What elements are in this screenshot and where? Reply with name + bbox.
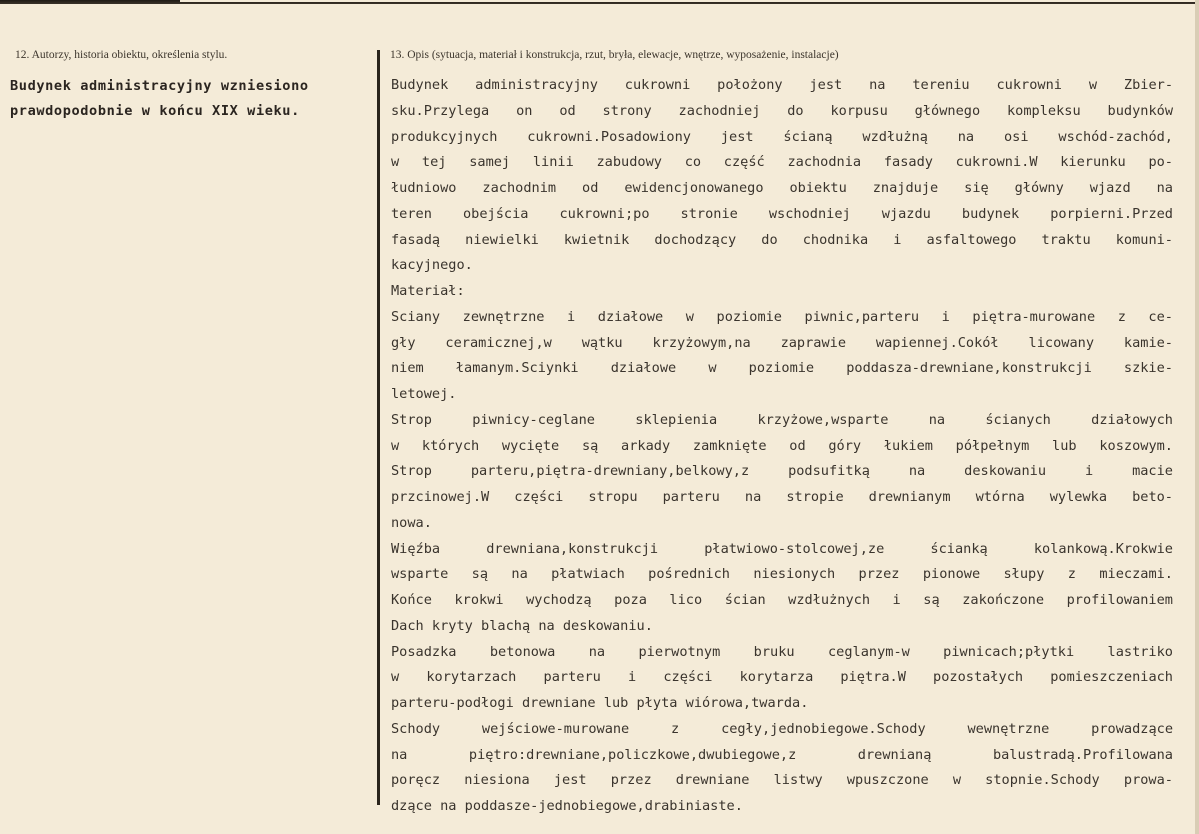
section-12-body	[10, 74, 365, 124]
description-line: Końce krokwi wychodzą poza lico ścian wzdłużnych i są zakończone profilowaniem	[391, 592, 1173, 608]
description-line: Sciany zewnętrzne i działowe w poziomie piwnic,parteru i piętra-murowane z ce-	[391, 308, 1173, 325]
description-line: letowej.	[391, 386, 457, 402]
description-line: kacyjnego.	[391, 257, 473, 274]
description-line: sku.Przylega on od strony zachodniej do korpusu głównego kompleksu budynków	[391, 102, 1173, 119]
description-line: łudniowo zachodnim od ewidencjonowanego obiektu znajduje się główny wjazd na	[391, 180, 1173, 196]
section-12-header: 12. Autorzy, historia obiektu, określenia stylu.	[15, 49, 228, 61]
description-line: w korytarzach parteru i części korytarza piętra.W pozostałych pomieszczeniach	[391, 669, 1173, 686]
description-line: w których wycięte są arkady zamknięte od góry łukiem półpełnym lub koszowym.	[391, 437, 1173, 454]
section-13-header: 13. Opis (sytuacja, materiał i konstrukcja, rzut, bryła, elewacje, wnętrze, wyposażenie, instalacje)	[390, 49, 839, 61]
description-line: poręcz niesiona jest przez drewniane listwy wpuszczone w stopnie.Schody prowa-	[391, 772, 1173, 789]
description-line: wsparte są na płatwiach pośrednich niesionych przez pionowe słupy z mieczami.	[391, 566, 1173, 583]
description-line: Strop piwnicy-ceglane sklepienia krzyżowe,wsparte na ścianych działowych	[391, 411, 1173, 428]
description-line: Budynek administracyjny cukrowni położony jest na tereniu cukrowni w Zbier-	[391, 77, 1173, 93]
description-line: produkcyjnych cukrowni.Posadowiony jest ścianą wzdłużną na osi wschód-zachód,	[391, 128, 1173, 145]
column-divider	[377, 50, 380, 805]
description-line: teren obejścia cukrowni;po stronie wschodniej wjazdu budynek porpierni.Przed	[391, 205, 1173, 222]
description-line: niem łamanym.Sciynki działowe w poziomie poddasza-drewniane,konstrukcji szkie-	[391, 360, 1173, 377]
description-line: Więźba drewniana,konstrukcji płatwiowo-stolcowej,ze ścianką kolankową.Krokwie	[391, 540, 1173, 557]
description-line: Strop parteru,piętra-drewniany,belkowy,z podsufitką na deskowaniu i macie	[391, 463, 1173, 480]
section-12-line: Budynek administracyjny wzniesiono	[10, 78, 309, 94]
description-line: parteru-podłogi drewniane lub płyta wiórowa,twarda.	[391, 695, 809, 711]
description-line: przcinowej.W części stropu parteru na stropie drewnianym wtórna wylewka beto-	[391, 489, 1173, 505]
description-line: dzące na poddasze-jednobiegowe,drabiniaste.	[391, 798, 743, 814]
section-12-line: prawdopodobnie w końcu XIX wieku.	[10, 103, 300, 119]
description-line: gły ceramicznej,w wątku krzyżowym,na zaprawie wapiennej.Cokół licowany kamie-	[391, 334, 1173, 351]
description-line: Posadzka betonowa na pierwotnym bruku ceglanym-w piwnicach;płytki lastriko	[391, 643, 1173, 660]
top-border-gap	[180, 0, 1199, 2]
description-line: Dach kryty blachą na deskowaniu.	[391, 617, 653, 634]
description-line: Schody wejściowe-murowane z cegły,jednobiegowe.Schody wewnętrzne prowadzące	[391, 720, 1173, 737]
description-line: na piętro:drewniane,policzkowe,dwubiegowe,z drewnianą balustradą.Profilowana	[391, 746, 1173, 763]
description-line: nowa.	[391, 514, 432, 531]
section-13-body	[391, 73, 1181, 820]
right-page-edge	[1195, 0, 1199, 834]
description-line: w tej samej linii zabudowy co część zachodnia fasady cukrowni.W kierunku po-	[391, 154, 1173, 171]
description-line: fasadą niewielki kwietnik dochodzący do chodnika i asfaltowego traktu komuni-	[391, 231, 1173, 248]
description-line: Materiał:	[391, 283, 465, 299]
